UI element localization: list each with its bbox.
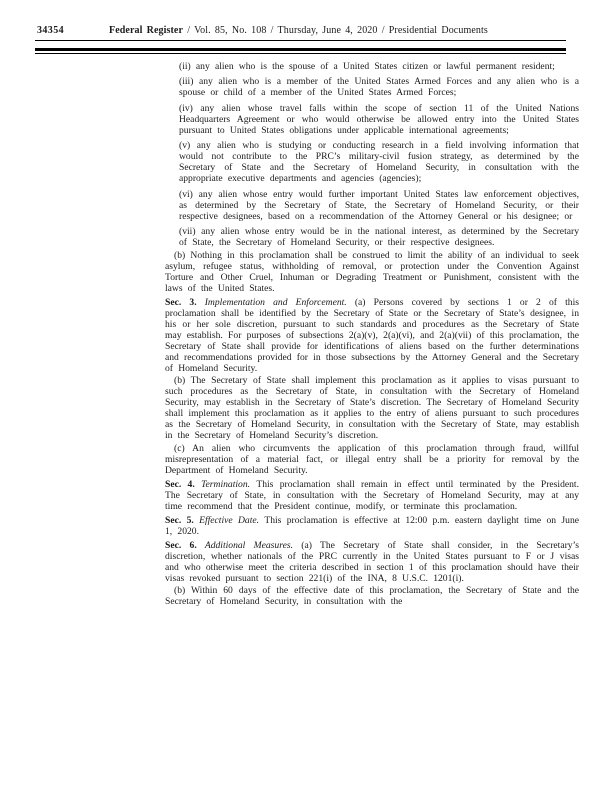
section-3-text: (a) Persons covered by sections 1 or 2 of this proclamation shall be identified by the Secretary of State or the Secretary of State’s designee, in his or her sole discretion, pursuant to such standards and procedures as the Secretary of State may establish. For purposes of subsections 2(a)(v), 2(a)(vi), and 2(a)(vii) of this proclamation, the Secretary of State shall provide for identifications of aliens based on the further determinations and recommendations provided for in those subsections by the Attorney General and the Secretary of Homeland Security.	[165, 296, 579, 374]
clause-ii: (ii) any alien who is the spouse of a United States citizen or lawful permanent resident;	[179, 60, 555, 72]
paragraph-2b: (b) Nothing in this proclamation shall be construed to limit the ability of an individual to seek asylum, refugee status, withholding of removal, or protection under the Convention Against Torture and Other Cruel, Inhuman or Degrading Treatment or Punishment, consistent with the laws of the United States.	[165, 249, 579, 294]
section-4-label: Sec. 4.	[165, 478, 195, 490]
header-rule-light	[35, 53, 566, 54]
section-6	[165, 540, 579, 584]
section-3-title: Implementation and Enforcement.	[196, 296, 355, 308]
section-6-label: Sec. 6.	[165, 539, 197, 551]
clause-vii: (vii) any alien whose entry would be in the national interest, as determined by the Secretary of State, the Secretary of Homeland Security, or their respective designees.	[179, 226, 579, 248]
clause-iii: (iii) any alien who is a member of the United States Armed Forces and any alien who is a spouse or child of a member of the United States Armed Forces;	[179, 76, 579, 98]
page-number: 34354	[37, 25, 64, 36]
document-body	[165, 56, 579, 607]
section-6-title: Additional Measures.	[196, 539, 302, 551]
section-4-title: Termination.	[194, 478, 257, 490]
section-5-text: This proclamation is effective at 12:00 p.m. eastern daylight time on June 1, 2020.	[165, 514, 580, 537]
section-5-title: Effective Date.	[193, 514, 265, 526]
clause-iv: (iv) any alien whose travel falls within the scope of section 11 of the United Nations Headquarters Agreement or who would otherwise be allowed entry into the United States pursuant to United States obligations under applicable international agreements;	[179, 102, 579, 136]
clause-vi: (vi) any alien whose entry would further important United States law enforcement objectives, as determined by the Secretary of State, the Secretary of Homeland Security, or their respective designees, based on a recommendation of the Attorney General or his designee; or	[179, 188, 579, 222]
section-4-text: This proclamation shall remain in effect until terminated by the President. The Secretary of State, in consultation with the Secretary of Homeland Security, may at any time recommend that the President continue, modify, or terminate this proclamation.	[165, 478, 579, 512]
section-3-label: Sec. 3.	[165, 296, 197, 308]
clause-v: (v) any alien who is studying or conducting research in a field involving information that would not contribute to the PRC’s military-civil fusion strategy, as determined by the Secretary of State and the Secretary of Homeland Security, in consultation with the appropriate executive departments and agencies (agencies);	[179, 140, 579, 184]
section-4	[165, 479, 579, 512]
header-rule-heavy	[35, 48, 566, 51]
paragraph-6b: (b) Within 60 days of the effective date of this proclamation, the Secretary of State and the Secretary of Homeland Security, in consultation with the	[165, 585, 579, 607]
section-3	[165, 297, 579, 374]
section-5-label: Sec. 5.	[165, 514, 194, 526]
paragraph-3c: (c) An alien who circumvents the application of this proclamation through fraud, willful misrepresentation of a material fact, or illegal entry shall be a priority for removal by the Department of Homeland Security.	[165, 442, 579, 476]
running-head	[37, 25, 566, 37]
section-5	[165, 515, 579, 537]
header-citation: / Vol. 85, No. 108 / Thursday, June 4, 2020 / Presidential Documents	[183, 25, 488, 36]
publication-name: Federal Register	[109, 25, 184, 36]
paragraph-3b: (b) The Secretary of State shall implement this proclamation as it applies to visas pursuant to such procedures as the Secretary of State, in consultation with the Secretary of Homeland Security, may establish in the Secretary of State’s discretion. The Secretary of Homeland Security shall implement this proclamation as it applies to the entry of aliens pursuant to such procedures as the Secretary of Homeland Security, in consultation with the Secretary of State, may establish in the Secretary of Homeland Security’s discretion.	[165, 375, 579, 441]
section-6-text: (a) The Secretary of State shall consider, in the Secretary’s discretion, whether nationals of the PRC currently in the United States pursuant to F or J visas and who otherwise meet the criteria described in section 1 of this proclamation should have their visas revoked pursuant to section 221(i) of the INA, 8 U.S.C. 1201(i).	[165, 539, 579, 584]
header-rule-thin	[35, 40, 566, 41]
